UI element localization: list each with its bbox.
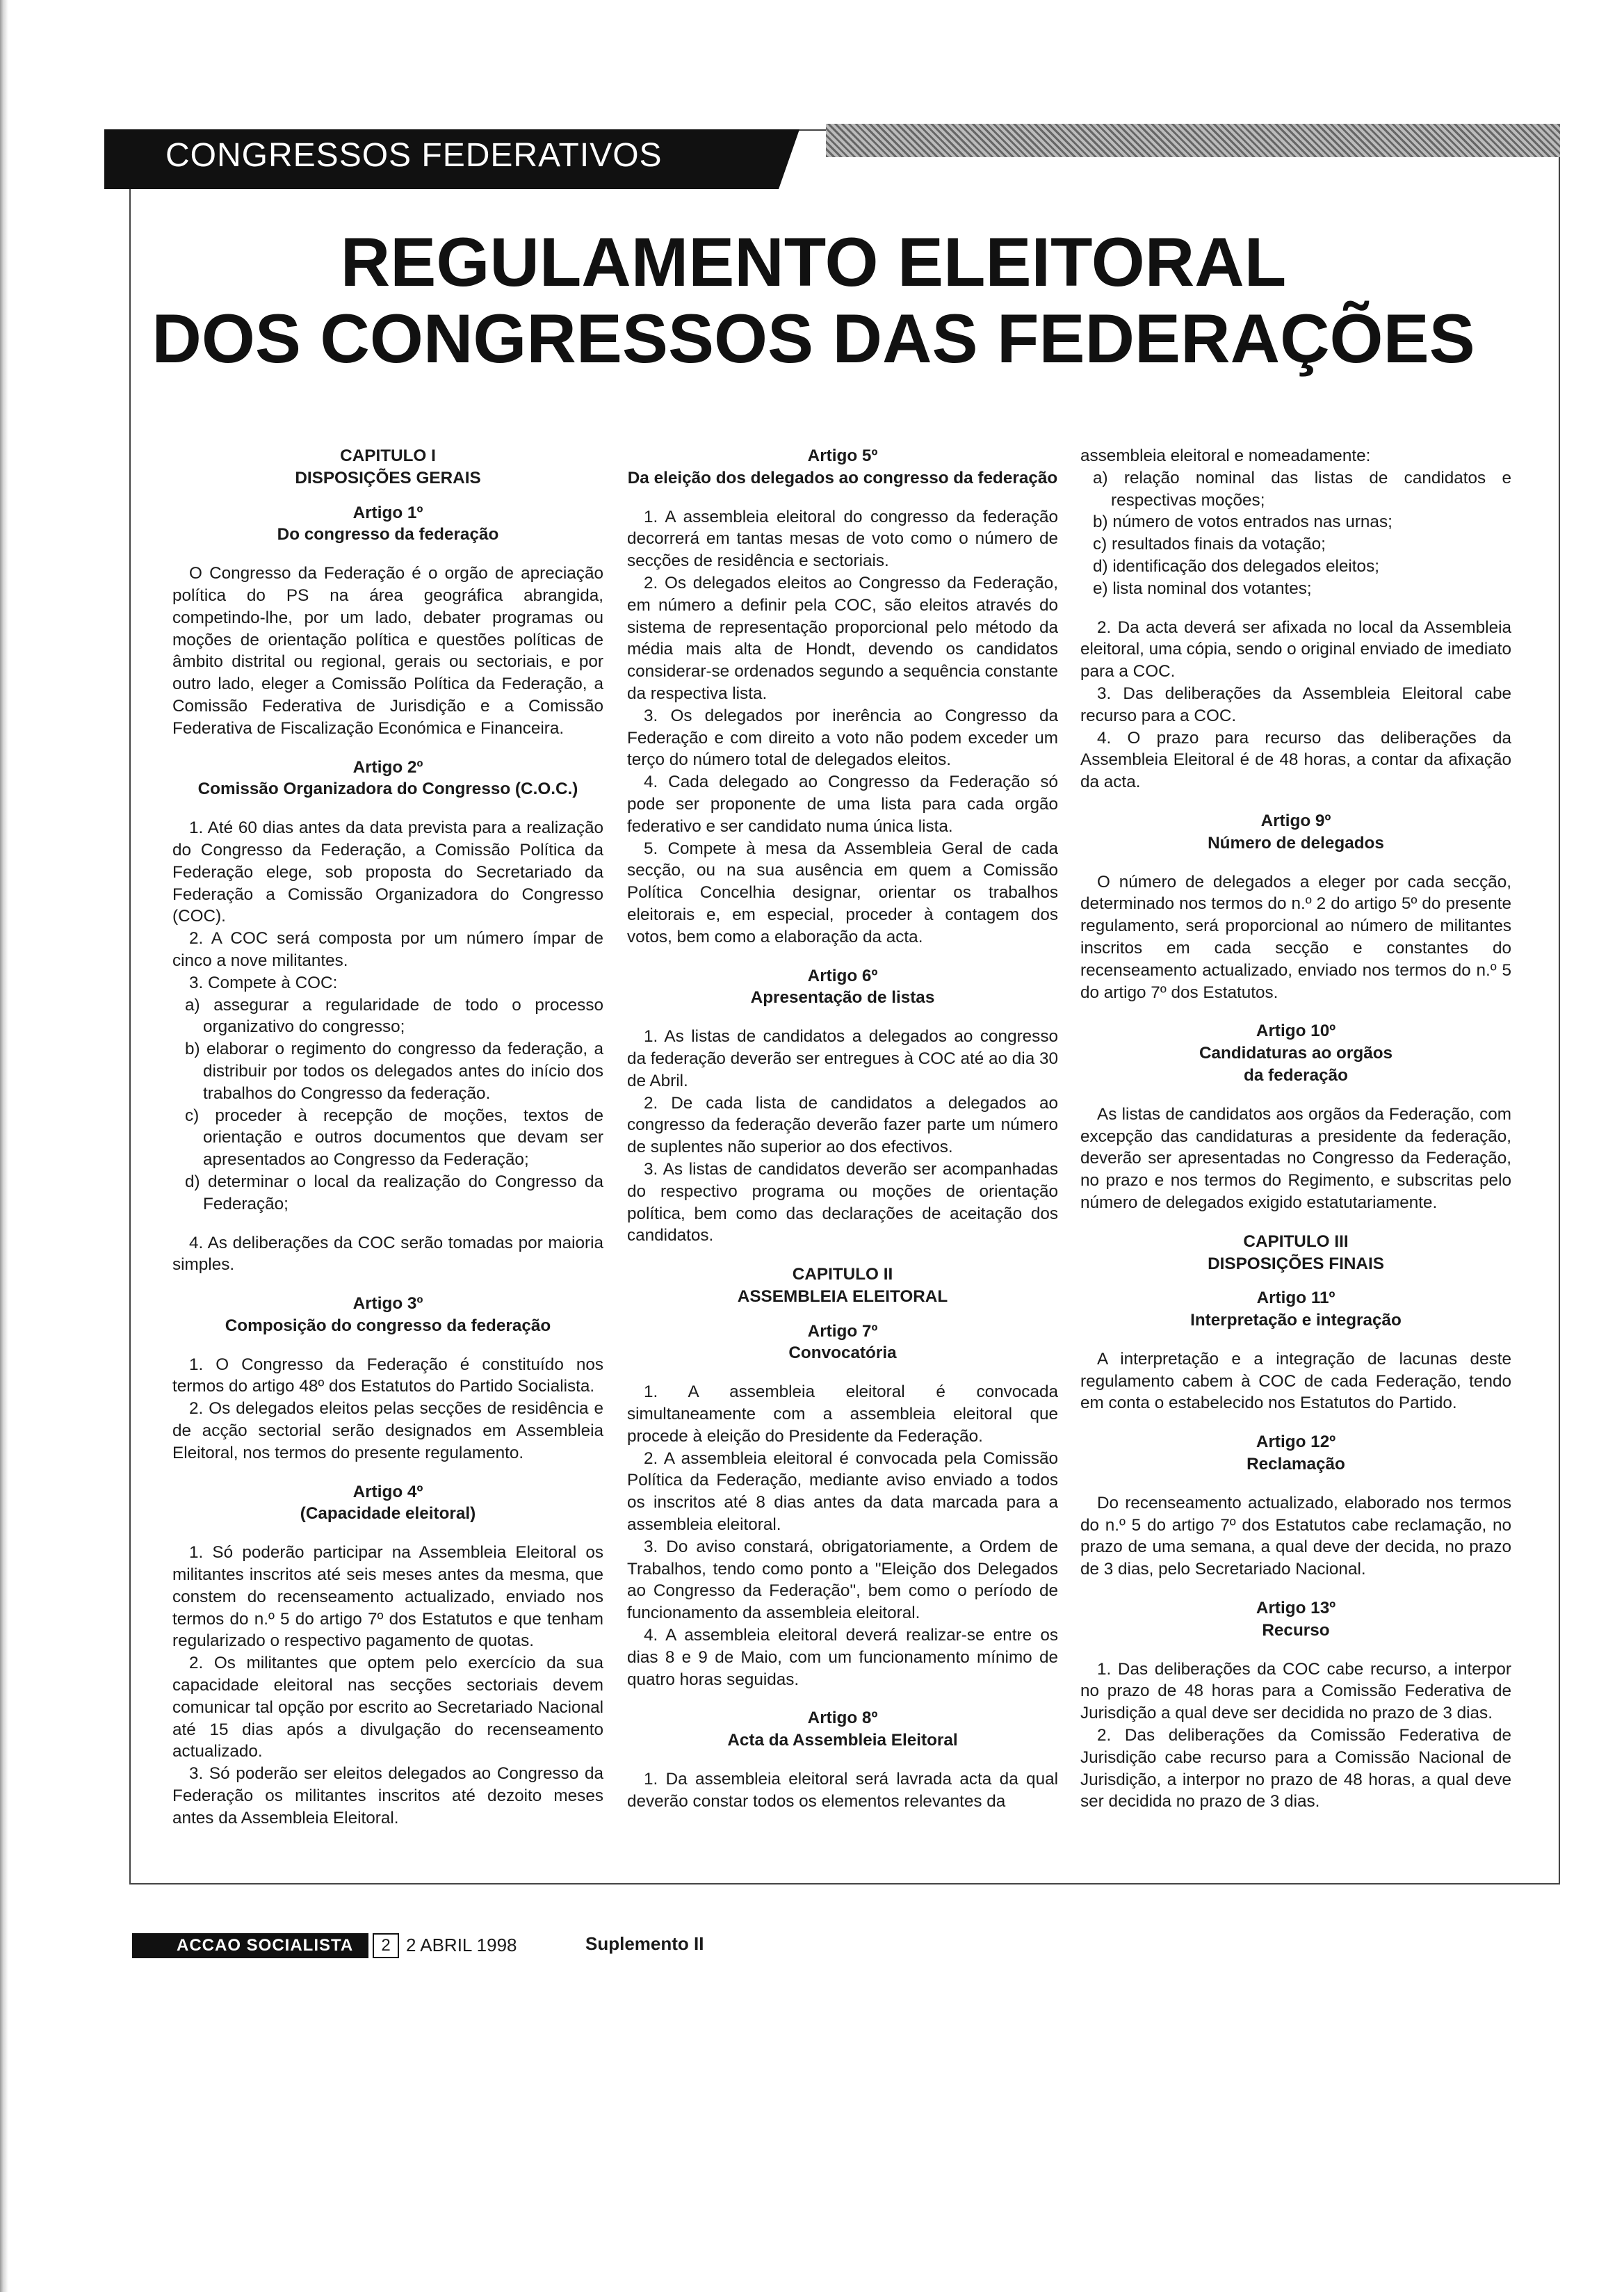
supplement-label: Suplemento II bbox=[585, 1933, 704, 1954]
list-item: b) número de votos entrados nas urnas; bbox=[1093, 513, 1392, 532]
list-item: e) lista nominal dos votantes; bbox=[1093, 579, 1312, 598]
page-number: 2 bbox=[373, 1933, 399, 1958]
article-paragraph: 4. Cada delegado ao Congresso da Federação só pode ser proponente de uma lista para cada orgão federativo e ser candidato numa única lista. bbox=[627, 773, 1058, 836]
article-paragraph: As listas de candidatos aos orgãos da Federação, com excepção das candidaturas a presidente da federação, deverão ser apresentadas no Congresso da Federação, no prazo e nos termos do Regimento, e subscritas pelo número de delegados exigido estatutariamente. bbox=[1080, 1104, 1511, 1212]
article-heading: Artigo 6º bbox=[807, 966, 878, 985]
article-paragraph: 2. Os militantes que optem pelo exercício da sua capacidade eleitoral nas secções sectoriais devem comunicar tal opção por escrito ao Secretariado Nacional até 15 dias após a divulgação do recenseamento actualizado. bbox=[172, 1654, 603, 1761]
article-heading: Artigo 3º bbox=[352, 1294, 423, 1314]
list-item: c) proceder à recepção de moções, textos de orientação e outros documentos que devam ser apresentados ao Congresso da Federação; bbox=[185, 1106, 603, 1170]
article-heading: Artigo 8º bbox=[807, 1709, 878, 1728]
article-paragraph: O número de delegados a eleger por cada secção, determinado nos termos do n.º 2 do artigo 5º do presente regulamento, será proporcional ao número de militantes inscritos em cada secção e constantes do recenseamento actualizado, enviado nos termos do n.º 5 do artigo 7º dos Estatutos. bbox=[1080, 872, 1511, 1002]
article-paragraph: 2. Os delegados eleitos ao Congresso da Federação, em número a definir pela COC, são eleitos através do sistema de representação proporcional pelo método da média mais alta de Hondt, devendo os candidatos considerar-se ordenados segundo a sequência constante da respectiva lista. bbox=[627, 573, 1058, 703]
list-item: a) assegurar a regularidade de todo o processo organizativo do congresso; bbox=[185, 995, 603, 1037]
article-subheading: Reclamação bbox=[1247, 1455, 1345, 1474]
article-subheading: Candidaturas ao orgãos bbox=[1199, 1044, 1393, 1063]
article-subheading: (Capacidade eleitoral) bbox=[300, 1504, 476, 1524]
article-subheading: Convocatória bbox=[788, 1343, 897, 1363]
list-item: d) determinar o local da realização do Congresso da Federação; bbox=[185, 1172, 603, 1213]
article-paragraph: 1. Até 60 dias antes da data prevista para a realização do Congresso da Federação, a Comissão Política da Federação elege, sob proposta do Secretariado da Federação a Comissão Organizadora do Congresso (COC). bbox=[172, 818, 603, 926]
article-paragraph: 1. A assembleia eleitoral do congresso da federação decorrerá em tantas mesas de voto como o número de secções de residência e sectoriais. bbox=[627, 507, 1058, 571]
page-footer bbox=[132, 1933, 897, 1961]
list-item: d) identificação dos delegados eleitos; bbox=[1093, 556, 1379, 576]
article-subheading: Do congresso da federação bbox=[277, 525, 499, 544]
article-heading: Artigo 7º bbox=[807, 1321, 878, 1341]
article-paragraph: 3. Do aviso constará, obrigatoriamente, a Ordem de Trabalhos, tendo como ponto a "Eleição dos Delegados ao Congresso da Federação", bem como o período de funcionamento da assembleia eleitoral. bbox=[627, 1537, 1058, 1623]
article-paragraph: 4. O prazo para recurso das deliberações da Assembleia Eleitoral é de 48 horas, a contar da afixação da acta. bbox=[1080, 728, 1511, 792]
article-paragraph: 2. De cada lista de candidatos a delegados ao congresso da federação deverão fazer parte um número de suplentes não superior ao dos efectivos. bbox=[627, 1093, 1058, 1157]
article-subheading: Interpretação e integração bbox=[1190, 1311, 1402, 1330]
article-heading: Artigo 12º bbox=[1256, 1432, 1336, 1452]
halftone-strip bbox=[826, 124, 1560, 157]
article-heading: Artigo 5º bbox=[807, 446, 878, 465]
article-paragraph: 1. Só poderão participar na Assembleia Eleitoral os militantes inscritos até seis meses antes da mesma, que constem do recenseamento actualizado, enviado nos termos do n.º 5 do artigo 7º dos Estatutos e que tenham regularizado o respectivo pagamento de quotas. bbox=[172, 1543, 603, 1651]
article-subheading: Recurso bbox=[1262, 1620, 1330, 1640]
article-heading: Artigo 1º bbox=[352, 503, 423, 522]
article-subheading: Comissão Organizadora do Congresso (C.O.C.) bbox=[197, 780, 578, 799]
article-subheading: Apresentação de listas bbox=[750, 988, 935, 1008]
column-2 bbox=[627, 445, 1058, 1813]
chapter-subtitle: DISPOSIÇÕES GERAIS bbox=[295, 468, 481, 487]
article-heading: Artigo 10º bbox=[1256, 1022, 1336, 1041]
article-paragraph: Do recenseamento actualizado, elaborado nos termos do n.º 5 do artigo 7º dos Estatutos cabe reclamação, no prazo de uma semana, a qual deve der decida, no prazo de 3 dias, pelo Secretariado Nacional. bbox=[1080, 1493, 1511, 1579]
article-paragraph: 1. As listas de candidatos a delegados ao congresso da federação deverão ser entregues à COC até ao dia 30 de Abril. bbox=[627, 1027, 1058, 1090]
chapter-title: CAPITULO II bbox=[792, 1265, 893, 1284]
article-paragraph: A interpretação e a integração de lacunas deste regulamento cabem à COC de cada Federação, tendo em conta o estabelecido nos Estatutos do Partido. bbox=[1080, 1349, 1511, 1413]
chapter-title: CAPITULO III bbox=[1243, 1232, 1349, 1251]
article-heading: Artigo 11º bbox=[1256, 1289, 1335, 1308]
article-paragraph: 4. A assembleia eleitoral deverá realizar-se entre os dias 8 e 9 de Maio, com um funcionamento mínimo de quatro horas seguidas. bbox=[627, 1626, 1058, 1689]
article-heading: Artigo 9º bbox=[1260, 811, 1331, 830]
article-paragraph: assembleia eleitoral e nomeadamente: bbox=[1080, 446, 1371, 465]
article-paragraph: 3. Só poderão ser eleitos delegados ao Congresso da Federação os militantes inscritos até dezoito meses antes da Assembleia Eleitoral. bbox=[172, 1764, 603, 1827]
article-heading: Artigo 4º bbox=[352, 1482, 423, 1501]
article-subheading: Da eleição dos delegados ao congresso da federação bbox=[627, 468, 1058, 487]
headline-line-1: REGULAMENTO ELEITORAL bbox=[340, 223, 1287, 300]
article-paragraph: 2. A COC será composta por um número ímpar de cinco a nove militantes. bbox=[172, 929, 603, 970]
list-item: b) elaborar o regimento do congresso da federação, a distribuir por todos os delegados antes do início dos trabalhos do Congresso da federação. bbox=[185, 1040, 603, 1103]
article-subheading: Número de delegados bbox=[1208, 833, 1384, 853]
article-paragraph: 3. Compete à COC: bbox=[189, 973, 338, 992]
article-subheading: Acta da Assembleia Eleitoral bbox=[727, 1731, 958, 1750]
column-3 bbox=[1080, 445, 1511, 1813]
article-subheading: da federação bbox=[1244, 1065, 1348, 1085]
article-subheading: Composição do congresso da federação bbox=[225, 1316, 551, 1335]
chapter-subtitle: ASSEMBLEIA ELEITORAL bbox=[737, 1286, 948, 1306]
scan-edge bbox=[0, 0, 8, 2292]
article-paragraph: 3. As listas de candidatos deverão ser acompanhadas do respectivo programa ou moções de orientação política, bem como das declarações de aceitação dos candidatos. bbox=[627, 1159, 1058, 1245]
article-paragraph: 2. Da acta deverá ser afixada no local da Assembleia eleitoral, uma cópia, sendo o original enviado de imediato para a COC. bbox=[1080, 618, 1511, 681]
article-paragraph: 2. A assembleia eleitoral é convocada pela Comissão Política da Federação, mediante aviso enviado a todos os inscritos até 8 dias antes da data marcada para a assembleia eleitoral. bbox=[627, 1448, 1058, 1535]
article-paragraph: 4. As deliberações da COC serão tomadas por maioria simples. bbox=[172, 1233, 603, 1275]
issue-date: 2 ABRIL 1998 bbox=[406, 1935, 517, 1955]
article-paragraph: 3. Das deliberações da Assembleia Eleitoral cabe recurso para a COC. bbox=[1080, 684, 1511, 725]
article-paragraph: 2. Os delegados eleitos pelas secções de residência e de acção sectorial serão designados em Assembleia Eleitoral, nos termos do presente regulamento. bbox=[172, 1399, 603, 1462]
article-paragraph: 1. O Congresso da Federação é constituído nos termos do artigo 48º dos Estatutos do Partido Socialista. bbox=[172, 1355, 603, 1396]
article-paragraph: 2. Das deliberações da Comissão Federativa de Jurisdição cabe recurso para a Comissão Nacional de Jurisdição, a interpor no prazo de 48 horas, a qual deve ser decidida no prazo de 3 dias. bbox=[1080, 1726, 1511, 1811]
article-paragraph: 3. Os delegados por inerência ao Congresso da Federação e com direito a voto não podem exceder um terço do número total de delegados eleitos. bbox=[627, 706, 1058, 770]
article-paragraph: 5. Compete à mesa da Assembleia Geral de cada secção, ou na sua ausência em quem a Comissão Política Concelhia designar, orientar os trabalhos eleitorais e, em especial, proceder à contagem dos votos, bem como a elaboração da acta. bbox=[627, 839, 1058, 946]
article-heading: Artigo 2º bbox=[352, 757, 423, 777]
list-item: c) resultados finais da votação; bbox=[1093, 535, 1326, 554]
article-paragraph: O Congresso da Federação é o orgão de apreciação política do PS na área geográfica abrangida, competindo-lhe, por um lado, debater programas ou moções de orientação política e questões políticas de âmbito distrital ou regional, gerais ou sectoriais, e por outro lado, eleger a Comissão Política da Federação, a Comissão Federativa de Jurisdição e a Comissão Federativa de Fiscalização Económica e Financeira. bbox=[172, 564, 603, 738]
chapter-subtitle: DISPOSIÇÕES FINAIS bbox=[1208, 1254, 1384, 1273]
article-paragraph: 1. Da assembleia eleitoral será lavrada acta da qual deverão constar todos os elementos relevantes da bbox=[627, 1770, 1058, 1811]
article-paragraph: 1. Das deliberações da COC cabe recurso, a interpor no prazo de 48 horas para a Comissão Federativa de Jurisdição a qual deve ser decidida no prazo de 3 dias. bbox=[1080, 1659, 1511, 1723]
article-paragraph: 1. A assembleia eleitoral é convocada simultaneamente com a assembleia eleitoral que procede à eleição do Presidente da Federação. bbox=[627, 1382, 1058, 1446]
headline-line-2: DOS CONGRESSOS DAS FEDERAÇÕES bbox=[152, 300, 1475, 377]
section-label: CONGRESSOS FEDERATIVOS bbox=[165, 137, 663, 174]
list-item: a) relação nominal das listas de candidatos e respectivas moções; bbox=[1093, 468, 1511, 510]
chapter-title: CAPITULO I bbox=[340, 446, 436, 465]
article-heading: Artigo 13º bbox=[1256, 1599, 1336, 1618]
column-1 bbox=[172, 445, 603, 1830]
publication-name: ACCAO SOCIALISTA bbox=[132, 1933, 368, 1958]
